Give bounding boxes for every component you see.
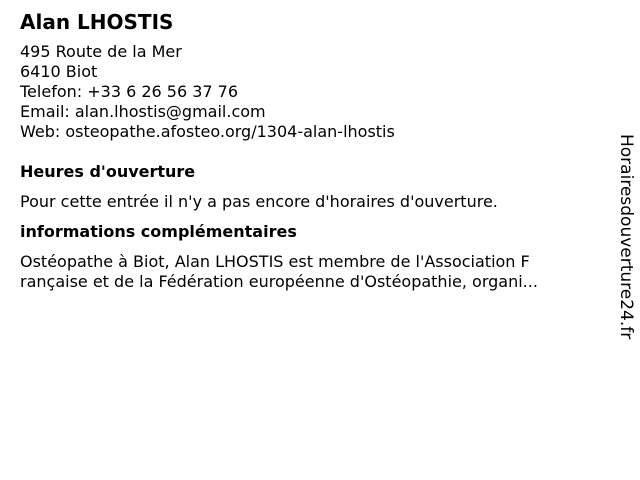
opening-hours-text: Pour cette entrée il n'y a pas encore d'horaires d'ouverture.	[20, 192, 498, 211]
additional-info-line-1: Ostéopathe à Biot, Alan LHOSTIS est membre de l'Association F	[20, 252, 530, 271]
site-brand-vertical: Horairesdouverture24.fr	[616, 134, 636, 340]
opening-hours-heading: Heures d'ouverture	[20, 162, 196, 181]
listing-card	[20, 10, 590, 292]
additional-info-heading: informations complémentaires	[20, 222, 297, 241]
address-street: 495 Route de la Mer	[20, 42, 182, 61]
address-city: 6410 Biot	[20, 62, 98, 81]
web-line: Web: osteopathe.afosteo.org/1304-alan-lhostis	[20, 122, 395, 141]
listing-title: Alan LHOSTIS	[20, 10, 174, 34]
additional-info-line-2: rançaise et de la Fédération européenne d'Ostéopathie, organi...	[20, 272, 538, 291]
email-line: Email: alan.lhostis@gmail.com	[20, 102, 266, 121]
phone-line: Telefon: +33 6 26 56 37 76	[20, 82, 239, 101]
additional-info-text	[20, 252, 590, 292]
